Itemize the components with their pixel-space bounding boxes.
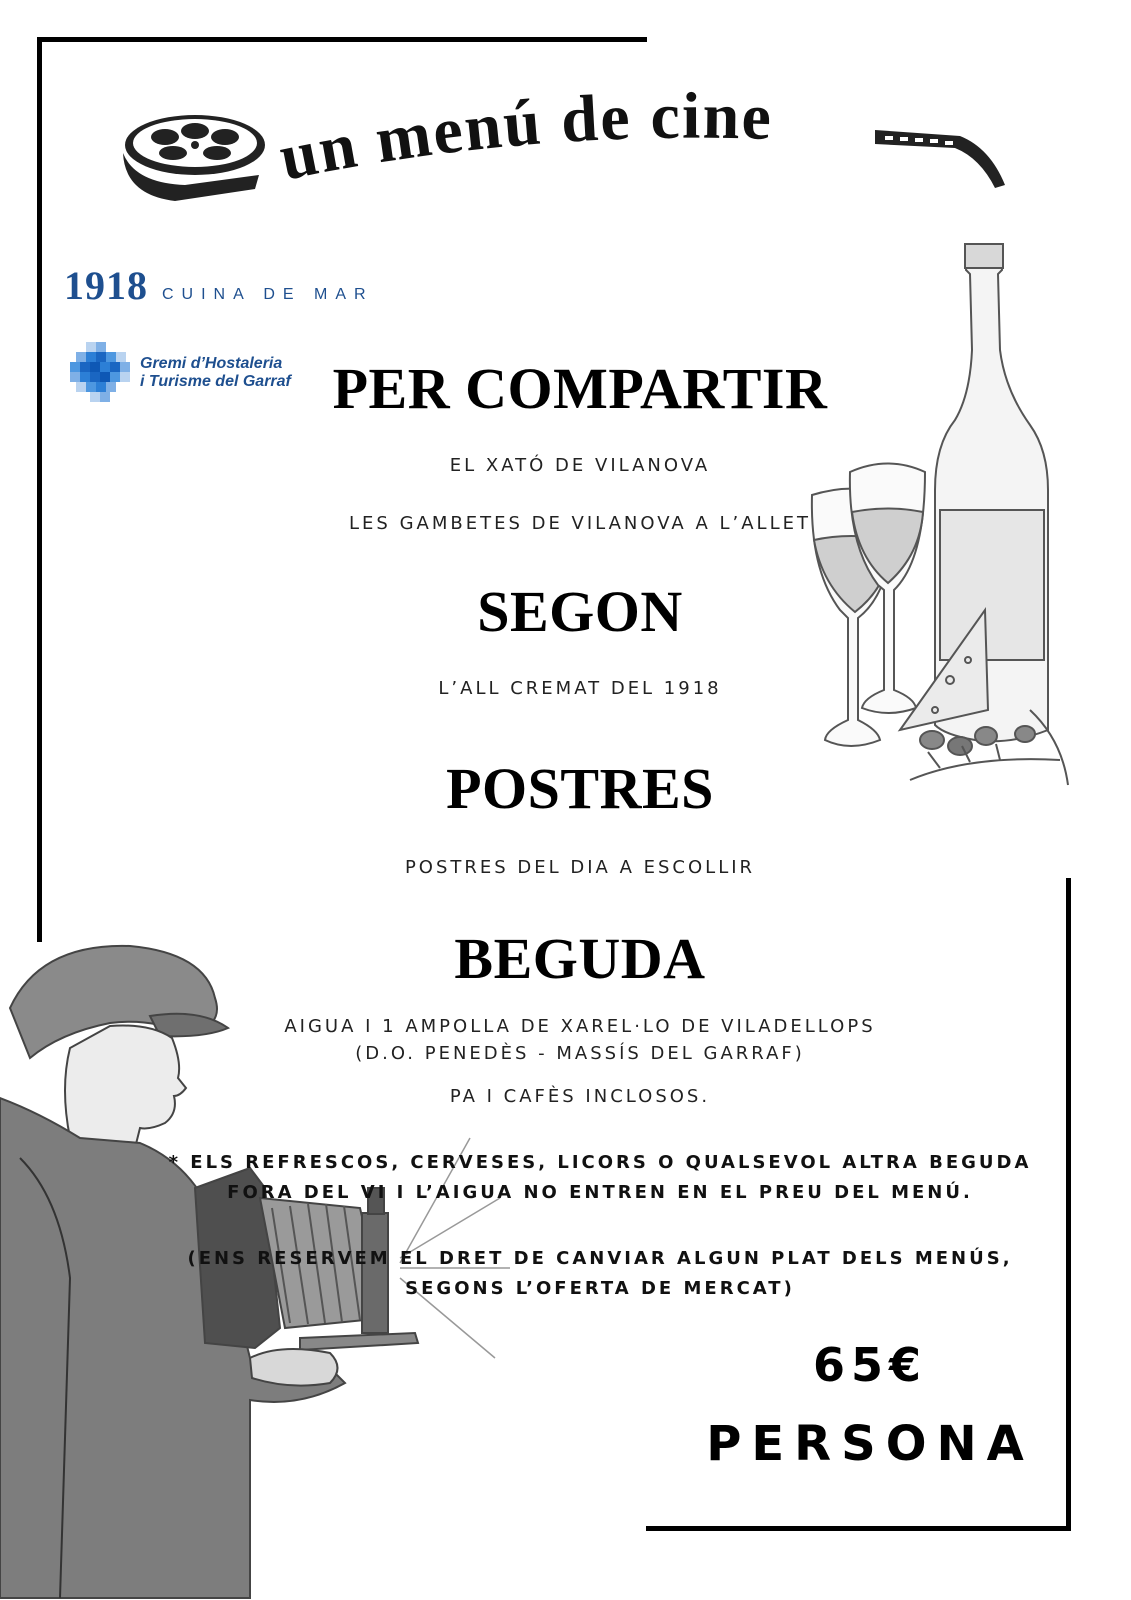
price-block <box>700 1338 1040 1472</box>
menu-item: AIGUA I 1 AMPOLLA DE XAREL·LO DE VILADELLOPS <box>284 1016 876 1037</box>
rights-note-line1: (ENS RESERVEM EL DRET DE CANVIAR ALGUN PLAT DELS MENÚS, <box>187 1248 1013 1269</box>
drinks-note-line2: FORA DEL VI I L’AIGUA NO ENTREN EN EL PREU DEL MENÚ. <box>227 1182 973 1203</box>
restaurant-name: CUINA DE MAR <box>162 286 374 303</box>
menu-item: LES GAMBETES DE VILANOVA A L’ALLET <box>349 513 811 534</box>
gremi-mosaic-icon <box>70 342 132 404</box>
menu-item: (D.O. PENEDÈS - MASSÍS DEL GARRAF) <box>355 1043 805 1064</box>
section-title-segon: SEGON <box>477 579 683 644</box>
header <box>0 79 1131 210</box>
frame-top-left <box>37 37 647 42</box>
section-title-beguda: BEGUDA <box>454 926 706 991</box>
price-amount: 65€ <box>812 1338 928 1392</box>
svg-text:un menú de cine <box>274 80 774 195</box>
menu-item: EL XATÓ DE VILANOVA <box>449 455 711 476</box>
restaurant-logo <box>64 262 374 309</box>
rights-note-line2: SEGONS L’OFERTA DE MERCAT) <box>405 1278 795 1299</box>
gremi-line2: i Turisme del Garraf <box>140 373 291 390</box>
frame-bottom <box>646 1526 1071 1531</box>
menu-item: L’ALL CREMAT DEL 1918 <box>438 678 722 699</box>
section-title-postres: POSTRES <box>446 756 714 821</box>
drinks-note <box>100 1148 1100 1208</box>
gremi-line1: Gremi d’Hostaleria <box>140 355 283 372</box>
restaurant-number: 1918 <box>64 263 148 308</box>
rights-note <box>100 1244 1100 1304</box>
menu-item: POSTRES DEL DIA A ESCOLLIR <box>404 857 756 878</box>
price-unit: PERSONA <box>706 1416 1034 1472</box>
header-title: un menú de cine <box>273 79 775 195</box>
header-title-svg <box>0 79 1131 210</box>
drinks-note-line1: * ELS REFRESCOS, CERVESES, LICORS O QUALSEVOL ALTRA BEGUDA <box>168 1152 1032 1173</box>
menu-item: PA I CAFÈS INCLOSOS. <box>449 1086 711 1107</box>
section-title-compartir: PER COMPARTIR <box>332 356 828 421</box>
